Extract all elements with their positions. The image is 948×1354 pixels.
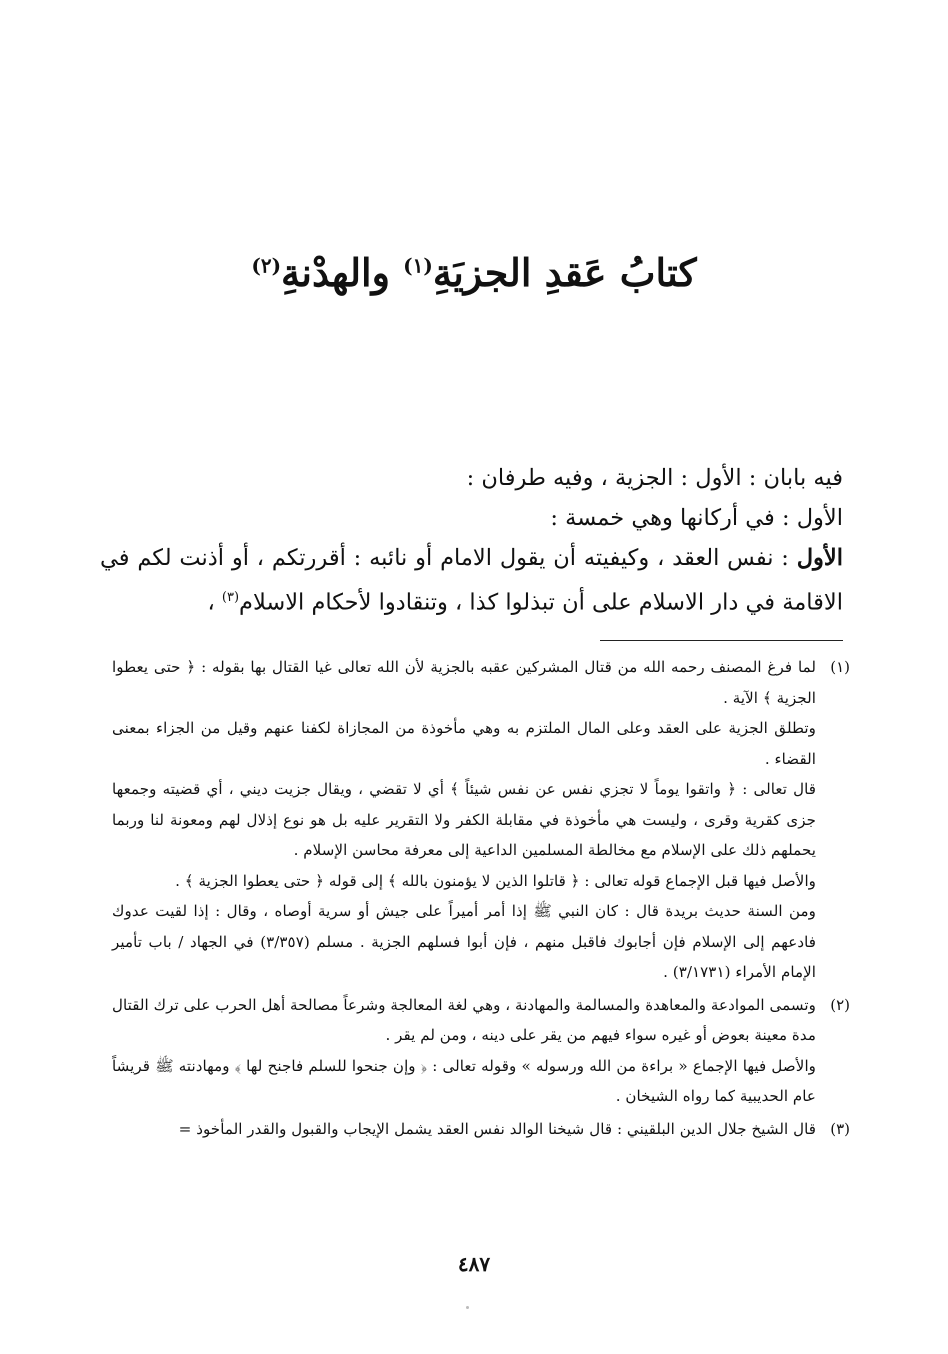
footnote-ref-3[interactable]: (٣) <box>221 590 240 605</box>
footnote-ref-1[interactable]: (١) <box>403 253 433 278</box>
chapter-title <box>0 250 948 295</box>
scan-speck <box>466 1306 469 1309</box>
footnote-paragraph: قال الشيخ جلال الدين البلقيني : قال شيخنا الوالد نفس العقد يشمل الإيجاب والقبول والقدر المأخوذ = <box>178 1119 816 1138</box>
main-text <box>100 458 843 623</box>
paragraph-text: : نفس العقد ، وكيفيته أن يقول الامام أو نائبه : أقررتكم ، أو أذنت لكم في الاقامة في دار الاسلام على أن تبذلوا كذا ، وتنقادوا لأحكام الاسلام <box>100 545 843 616</box>
footnote-number: (١) <box>830 658 850 676</box>
footnote-paragraph: والأصل فيها قبل الإجماع قوله تعالى : ﴿ قاتلوا الذين لا يؤمنون بالله ﴾ إلى قوله ﴿ حتى يعطوا الجزية ﴾ . <box>175 871 816 890</box>
chapter-title-text: كتابُ عَقدِ الجزيَةِ <box>432 250 697 295</box>
footnote-ref-2[interactable]: (٢) <box>251 253 282 278</box>
footnote-paragraph: لما فرغ المصنف رحمه الله من قتال المشركين عقبه بالجزية لأن الله تعالى غيا القتال بها بقوله : ﴿ حتى يعطوا الجزية ﴾ الآية . <box>112 658 816 707</box>
footnote-number: (٢) <box>830 995 850 1014</box>
footnote-2 <box>112 990 850 1112</box>
footnote-paragraph: ومن السنة حديث بريدة قال : كان النبي ﷺ إذا أمر أميراً على جيش أو سرية أوصاه ، وقال : إذا لقيت عدوك فادعهم إلى الإسلام فإن أجابوك فاقبل منهم ، فإن أبوا فسلهم الجزية . مسلم (٣/٣٥٧) في الجهاد / باب تأمير الإمام الأمراء (٣/١٧٣١) . <box>112 902 816 981</box>
footnote-paragraph: وتطلق الجزية على العقد وعلى المال الملتزم به وهي مأخوذة من المجازاة لكفنا عنهم وقيل من الجزاء بمعنى القضاء . <box>112 719 816 768</box>
footnotes <box>112 652 850 1146</box>
paragraph-lead: الأول <box>796 545 843 571</box>
footnote-paragraph: وتسمى الموادعة والمعاهدة والمسالمة والمهادنة ، وهي لغة المعالجة وشرعاً مصالحة أهل الحرب على ترك القتال مدة معينة بعوض أو غيره سواء فيهم من يقر على دينه ، ومن لم يقر . <box>112 995 816 1044</box>
paragraph-end: ، <box>207 589 222 616</box>
body-line-1: فيه بابان : الأول : الجزية ، وفيه طرفان : <box>466 465 843 491</box>
footnote-paragraph: قال تعالى : ﴿ واتقوا يوماً لا تجزي نفس عن نفس شيئاً ﴾ أي لا تقضي ، ويقال جزيت ديني ، أي قضيته وجمعها جزى كقرية وقرى ، وليست هي مأخوذة في مقابلة الكفر ولا التقرير عليه بل هو نوع إذلال لهم ومعونة لنا وربما يحملهم ذلك على الإسلام مع مخالطة المسلمين الداعية إلى معرفة محاسن الإسلام . <box>112 780 816 859</box>
footnote-separator <box>600 640 843 641</box>
footnote-3 <box>112 1114 850 1145</box>
chapter-title-joiner: والهدْنةِ <box>281 250 404 295</box>
footnote-1 <box>112 652 850 988</box>
page-number: ٤٨٧ <box>457 1252 491 1276</box>
body-line-2: الأول : في أركانها وهي خمسة : <box>550 505 843 531</box>
body-paragraph <box>100 538 843 623</box>
footnote-paragraph: والأصل فيها الإجماع « براءة من الله ورسوله » وقوله تعالى : ﴿ وإن جنحوا للسلم فاجنح لها ﴾ ومهادنته ﷺ قريشاً عام الحديبية كما رواه الشيخان . <box>112 1056 816 1105</box>
footnote-number: (٣) <box>830 1119 850 1138</box>
